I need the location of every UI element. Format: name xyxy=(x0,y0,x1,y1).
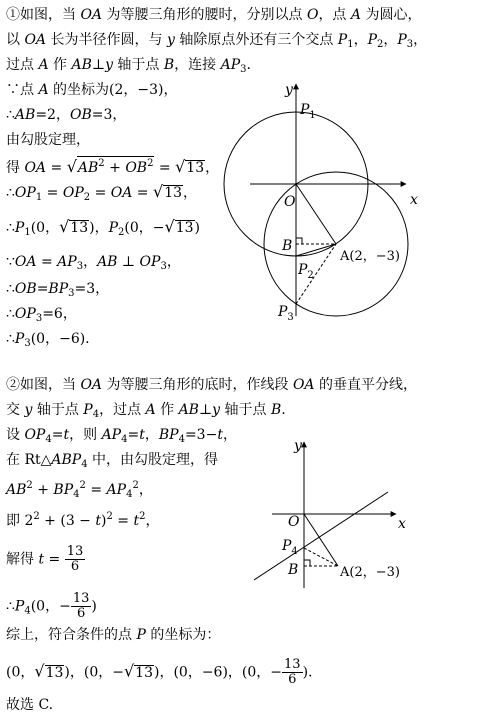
right-angle-mark-1 xyxy=(296,238,302,244)
fig1-p1-label: $P_1$ xyxy=(300,102,316,121)
fig2-a-label: A(2，−3) xyxy=(340,565,400,580)
p1-line-2: 以 OA 长为半径作圆，与 y 轴除原点外还有三个交点 $P_1$，$P_2$，$P_3$， xyxy=(6,32,428,50)
fig1-a-label: A(2，−3) xyxy=(340,249,400,264)
figure-1 xyxy=(210,80,430,328)
fig2-b-label: B xyxy=(288,562,299,578)
segment-oa-2 xyxy=(304,514,338,566)
segment-oa-1 xyxy=(296,184,336,244)
fig2-x-label: x xyxy=(398,516,406,532)
p1-line-3: 过点 A 作 AB⊥y 轴于点 B，连接 $AP_3$. xyxy=(6,57,251,75)
fig1-p3-label: $P_3$ xyxy=(278,304,294,323)
p1-line-8: $\therefore OP_1 = OP_2$ = OA = √13， xyxy=(6,182,198,203)
fig1-y-label: y xyxy=(285,82,293,98)
summary-line-2: (0，√13)，(0，−√13)，(0，−6)，(0，− $\frac{13}{6}$ ). xyxy=(6,657,313,687)
fig2-o-label: O xyxy=(288,514,300,530)
p2-line-8: $\therefore P_4(0$，− $\frac{13}{6}$ ) xyxy=(6,591,97,621)
p1-line-12: $\therefore OP_3=6$， xyxy=(6,306,77,324)
figure-2 xyxy=(250,436,420,596)
segment-ap2 xyxy=(296,244,336,256)
fraction-t: $\frac{13}{6}$ xyxy=(66,544,84,574)
p1-line-7: 得 OA = $√AB^2 + OB^2 = √13$， xyxy=(6,157,220,176)
p1-line-9: $\therefore P_1(0$，√13)，$P_2(0$，−√13) xyxy=(6,217,200,238)
p2-line-5: $AB^2 + BP_4^2 = AP_4^2$， xyxy=(6,480,153,500)
fig1-o-label: O xyxy=(284,194,296,210)
p1-line-6: 由勾股定理， xyxy=(6,132,90,148)
fig1-b-label: B xyxy=(282,238,293,254)
p1-line-11: $\therefore OB=BP_3=3$， xyxy=(6,281,110,299)
p1-line-5: ∴AB=2，OB=3， xyxy=(6,107,127,123)
segment-ap4 xyxy=(304,548,338,566)
summary-line-3: 故选 C. xyxy=(6,697,54,713)
p2-line-1: ②如图，当 OA 为等腰三角形的底时，作线段 OA 的垂直平分线， xyxy=(6,377,417,393)
fig2-p4-label: $P_4$ xyxy=(282,538,298,557)
p2-line-6: 即 $2^2 + (3 - t)^2 = t^2$， xyxy=(6,511,160,529)
fraction-p4: $\frac{13}{6}$ xyxy=(72,591,90,621)
p2-line-3: 设 $OP_4=t$，则 $AP_4=t$，$BP_4=3-t$， xyxy=(6,427,237,445)
summary-line-1: 综上，符合条件的点 P 的坐标为： xyxy=(6,627,221,643)
p1-line-1: ①如图，当 OA 为等腰三角形的腰时，分别以点 O，点 A 为圆心， xyxy=(6,7,422,23)
p1-line-4: ∵点 A 的坐标为(2，−3)， xyxy=(6,82,178,98)
p1-line-13: $\therefore P_3(0$，−6). xyxy=(6,331,90,349)
p2-line-2: 交 y 轴于点 $P_4$，过点 A 作 AB⊥y 轴于点 B. xyxy=(6,402,286,420)
fig2-y-label: y xyxy=(294,438,302,454)
fig1-p2-label: $P_2$ xyxy=(298,262,314,281)
p1-line-10: ∵OA = $AP_3$，AB ⊥ $OP_3$， xyxy=(6,254,181,272)
fig1-x-label: x xyxy=(410,192,418,208)
right-angle-mark-2 xyxy=(304,560,310,566)
p2-line-4: 在 $Rt\triangle ABP_4$ 中，由勾股定理，得 xyxy=(6,452,219,470)
fraction-summary: $\frac{13}{6}$ xyxy=(284,657,301,687)
p2-line-7: 解得 t = $\frac{13}{6}$ xyxy=(6,544,84,574)
